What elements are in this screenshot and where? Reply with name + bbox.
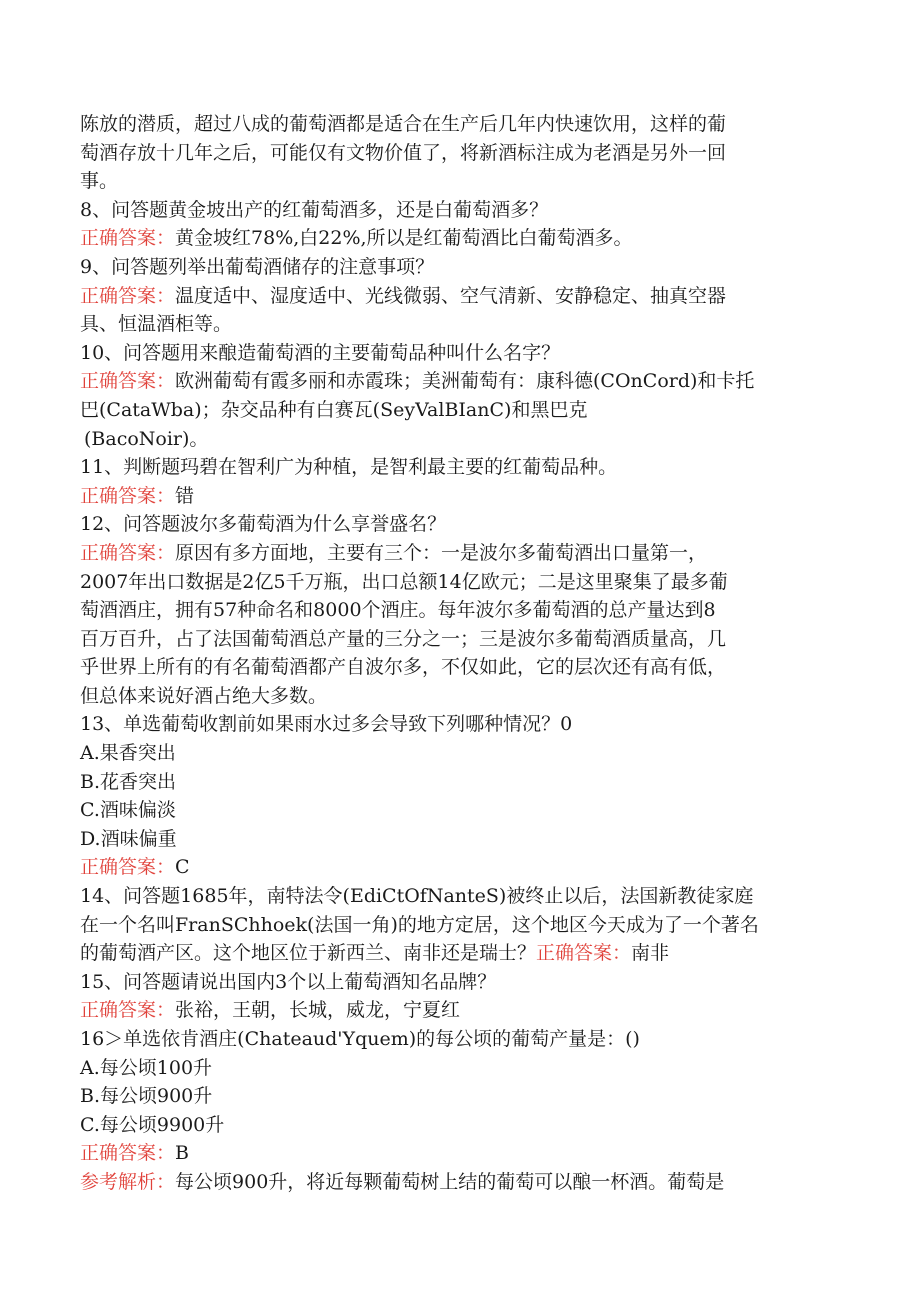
answer-10-line-3: (BacoNoir)。: [84, 427, 209, 450]
question-12: 12、问答题波尔多葡萄酒为什么享誉盛名？: [80, 513, 447, 536]
question-16: 16＞单选依肯酒庄(Chateaud'Yquem)的每公顷的葡萄产量是：(): [80, 1028, 640, 1050]
analysis-16: [80, 1168, 840, 1197]
answer-label: 正确答案：: [80, 999, 176, 1022]
question-15: 15、问答题请说出国内3个以上葡萄酒知名品牌？: [80, 970, 497, 993]
answer-11: [80, 482, 840, 511]
answer-8: [80, 224, 840, 253]
intro-line-2: 萄酒存放十几年之后，可能仅有文物价值了，将新酒标注成为老酒是另外一回: [80, 141, 727, 164]
answer-15-text: 张裕，王朝，长城，威龙，宁夏红: [175, 999, 461, 1022]
option-13-c: C.酒味偏淡: [80, 799, 176, 822]
option-13-d: D.酒味偏重: [80, 827, 177, 850]
question-10: 10、问答题用来酿造葡萄酒的主要葡萄品种叫什么名字？: [80, 341, 561, 364]
answer-16: [80, 1139, 840, 1168]
answer-12-line-5: 乎世界上所有的有名葡萄酒都产自波尔多，不仅如此，它的层次还有高有低，: [80, 656, 727, 679]
question-14-text-3: 的葡萄酒产区。这个地区位于新西兰、南非还是瑞士？: [80, 942, 537, 965]
answer-label: 正确答案：: [536, 942, 632, 965]
answer-label: 正确答案：: [80, 541, 176, 564]
answer-11-text: 错: [175, 484, 195, 507]
answer-10-text-1: 欧洲葡萄有霞多丽和赤霞珠；美洲葡萄有：康科德(COnCord)和卡托: [175, 370, 755, 393]
question-11: 11、判断题玛碧在智利广为种植，是智利最主要的红葡萄品种。: [80, 456, 618, 479]
intro-line-3: 事。: [80, 170, 119, 193]
analysis-16-text: 每公顷900升，将近每颗葡萄树上结的葡萄可以酿一杯酒。葡萄是: [175, 1170, 725, 1193]
answer-12-line-4: 百万百升，占了法国葡萄酒总产量的三分之一；三是波尔多葡萄酒质量高，几: [80, 627, 727, 650]
option-13-b: B.花香突出: [80, 770, 177, 793]
answer-13: [80, 853, 840, 882]
option-16-a: A.每公顷100升: [80, 1056, 213, 1079]
option-16-b: B.每公顷900升: [80, 1085, 213, 1108]
answer-14-text: 南非: [631, 942, 670, 965]
answer-8-text: 黄金坡红78%,白22%,所以是红葡萄酒比白葡萄酒多。: [175, 227, 633, 250]
answer-9-text-1: 温度适中、湿度适中、光线微弱、空气清新、安静稳定、抽真空器: [175, 284, 727, 307]
intro-line-1: 陈放的潜质，超过八成的葡萄酒都是适合在生产后几年内快速饮用，这样的葡: [80, 113, 727, 135]
answer-9-line-2: 具、恒温酒柜等。: [80, 313, 233, 336]
answer-9-line-1: [80, 282, 840, 311]
answer-10-line-1: [80, 367, 840, 396]
answer-12-line-6: 但总体来说好酒占绝大多数。: [80, 684, 328, 707]
question-13: 13、单选葡萄收割前如果雨水过多会导致下列哪种情况？0: [80, 713, 573, 736]
answer-15: [80, 996, 840, 1025]
question-8: 8、问答题黄金坡出产的红葡萄酒多，还是白葡萄酒多？: [80, 198, 549, 221]
answer-12-text-1: 原因有多方面地，主要有三个：一是波尔多葡萄酒出口量第一，: [175, 541, 708, 564]
question-14-line-2: 在一个名叫FranSChhoek(法国一角)的地方定居，这个地区今天成为了一个著名: [80, 913, 759, 936]
answer-label: 正确答案：: [80, 227, 176, 250]
answer-label: 正确答案：: [80, 370, 176, 393]
answer-label: 正确答案：: [80, 284, 176, 307]
answer-label: 正确答案：: [80, 856, 176, 879]
answer-13-text: C: [175, 856, 190, 879]
question-9: 9、问答题列举出葡萄酒储存的注意事项？: [80, 255, 435, 278]
answer-label: 正确答案：: [80, 1142, 176, 1165]
option-16-c: C.每公顷9900升: [80, 1113, 225, 1136]
answer-12-line-1: [80, 539, 840, 568]
question-14-line-3: [80, 939, 840, 968]
answer-16-text: B: [175, 1142, 189, 1165]
answer-12-line-2: 2007年出口数据是2亿5千万瓶，出口总额14亿欧元；二是这里聚集了最多葡: [80, 570, 728, 593]
option-13-a: A.果香突出: [80, 742, 176, 765]
analysis-label: 参考解析：: [80, 1170, 176, 1193]
answer-10-line-2: 巴(CataWba)；杂交品种有白赛瓦(SeyValBIanC)和黑巴克: [80, 398, 588, 421]
answer-12-line-3: 萄酒酒庄，拥有57种命名和8000个酒庄。每年波尔多葡萄酒的总产量达到8: [80, 599, 716, 622]
document-page: [80, 110, 840, 1197]
answer-label: 正确答案：: [80, 484, 176, 507]
question-14-line-1: 14、问答题1685年，南特法令(EdiCtOfNanteS)被终止以后，法国新教徒家庭: [80, 885, 754, 908]
